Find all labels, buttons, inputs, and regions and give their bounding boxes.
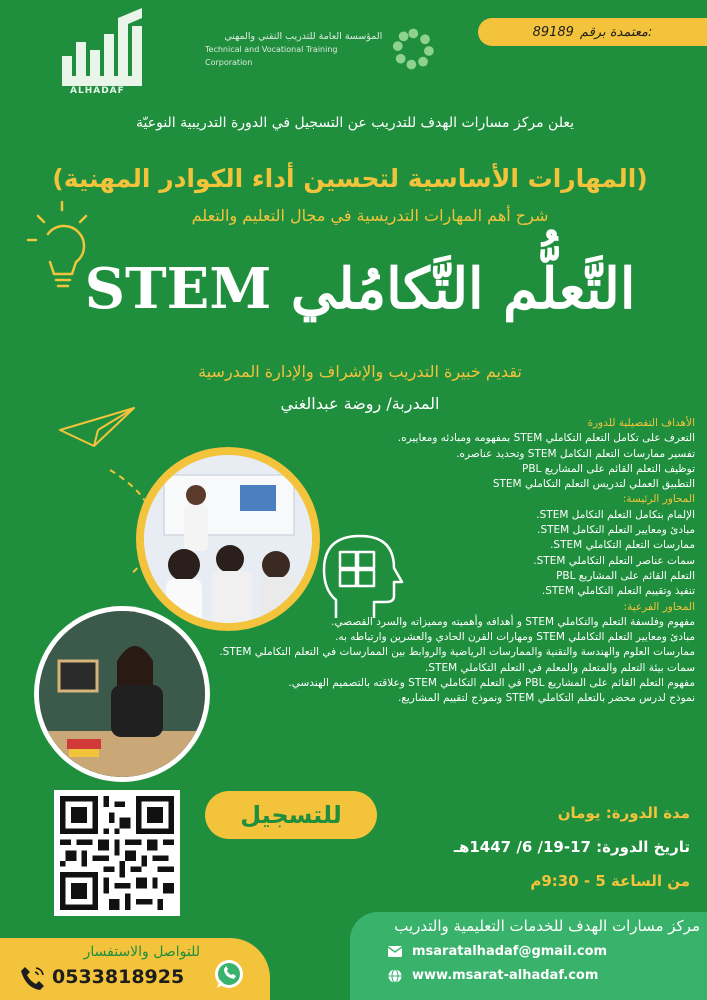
sub-topic-item: ممارسات العلوم والهندسة والتقنية والممارسات الرياضية والروابط بين الممارسات في التعلم التكاملي STEM. xyxy=(219,646,695,659)
trainer-name: المدربة/ روضة عبدالغني xyxy=(280,394,440,413)
main-topic-item: الإلمام بتكامل التعلم التكامل STEM. xyxy=(536,508,695,521)
email-row[interactable] xyxy=(388,944,607,959)
main-topic-item: مبادئ ومعايير التعلم التكامل STEM. xyxy=(537,524,695,537)
accreditation-badge xyxy=(478,18,707,46)
main-topic-item: التعلم القائم على المشاريع PBL xyxy=(556,569,695,582)
mail-icon xyxy=(388,946,402,957)
sub-topic-item: سمات بيئة التعلم والمتعلم والمعلم في التعلم التكاملي STEM. xyxy=(425,661,695,674)
tvtc-emblem-icon xyxy=(390,25,437,73)
announcement-text: يعلن مركز مسارات الهدف للتدريب عن التسجيل في الدورة التدريبية النوعيّة xyxy=(136,115,574,131)
tvtc-logo-block xyxy=(205,18,437,80)
goals-heading: الأهداف التفصيلية للدورة xyxy=(587,417,695,429)
program-title: (المهارات الأساسية لتحسين أداء الكوادر المهنية) xyxy=(52,164,648,193)
presenter-text: تقديم خبيرة التدريب والإشراف والإدارة المدرسية xyxy=(198,362,522,381)
paper-plane-icon xyxy=(54,400,144,460)
course-info xyxy=(420,796,690,898)
website-row[interactable] xyxy=(388,968,598,983)
register-button[interactable]: للتسجيل xyxy=(205,791,377,839)
accreditation-number: 89189 xyxy=(532,24,574,40)
teacher-photo xyxy=(34,606,210,782)
sub-topic-item: نموذج لدرس محضر بالتعلم التكاملي STEM ونموذج لتقييم المشاريع. xyxy=(397,692,695,705)
sub-topic-item: مفهوم وفلسفة التعلم والتكاملي STEM و أهدافه وأهميته ومميزاته والسرد القصصي. xyxy=(331,615,695,628)
main-topic-item: سمات عناصر التعلم التكاملي STEM. xyxy=(533,554,695,567)
sub-topics-heading: المحاور الفرعية: xyxy=(623,600,695,613)
brand-subtitle: ALHADAF xyxy=(70,86,125,96)
registration-qr-code[interactable] xyxy=(54,790,180,916)
phone-icon xyxy=(18,964,46,992)
accreditation-label: معتمدة برقم: xyxy=(579,24,653,40)
main-topics-heading: المحاور الرئيسة: xyxy=(622,493,695,506)
course-date: تاريخ الدورة: 17-19/ 6/ 1447هـ xyxy=(453,838,690,856)
goal-item: التطبيق العملي لتدريس التعلم التكاملي STEM xyxy=(492,478,695,491)
contact-email[interactable]: msaratalhadaf@gmail.com xyxy=(412,944,608,959)
contact-phone[interactable]: 0533818925 xyxy=(52,966,185,988)
main-topic-item: تنفيذ وتقييم التعلم التكاملي STEM. xyxy=(541,585,695,598)
course-duration: مدة الدورة: يومان xyxy=(557,804,690,822)
whatsapp-icon[interactable] xyxy=(212,958,246,992)
goal-item: توظيف التعلم القائم على المشاريع PBL xyxy=(522,462,695,475)
course-time: من الساعة 5 - 9:30م xyxy=(530,872,690,890)
sub-topic-item: مبادئ ومعايير التعلم التكاملي STEM ومهارات القرن الحادي والعشرين وارتباطه به. xyxy=(335,631,695,644)
tvtc-name-en: Technical and Vocational Training Corporation xyxy=(205,44,338,67)
course-content xyxy=(215,416,695,707)
globe-icon xyxy=(388,969,402,983)
program-subtitle: شرح أهم المهارات التدريسية في مجال التعليم والتعلم xyxy=(191,206,549,225)
tvtc-name-ar: المؤسسة العامة للتدريب التقني والمهني xyxy=(224,30,383,42)
course-title: التَّعلُّم التَّكامُلي STEM xyxy=(84,256,636,322)
organization-name: مركز مسارات الهدف للخدمات التعليمية والتدريب xyxy=(394,917,700,935)
contact-heading: للتواصل والاستفسار xyxy=(83,944,200,960)
goal-item: التعرف على تكامل التعلم التكاملي STEM بمفهومه ومبادئه ومعاييره. xyxy=(397,432,695,445)
contact-website[interactable]: www.msarat-alhadaf.com xyxy=(412,968,599,983)
goal-item: تفسير ممارسات التعلم التكامل STEM وتحديد عناصره. xyxy=(456,447,695,460)
main-topic-item: ممارسات التعلم التكاملي STEM. xyxy=(550,539,695,552)
sub-topic-item: مفهوم التعلم القائم على المشاريع PBL في التعلم التكاملي STEM وعلاقته بالتصميم الهندسي. xyxy=(288,677,695,690)
